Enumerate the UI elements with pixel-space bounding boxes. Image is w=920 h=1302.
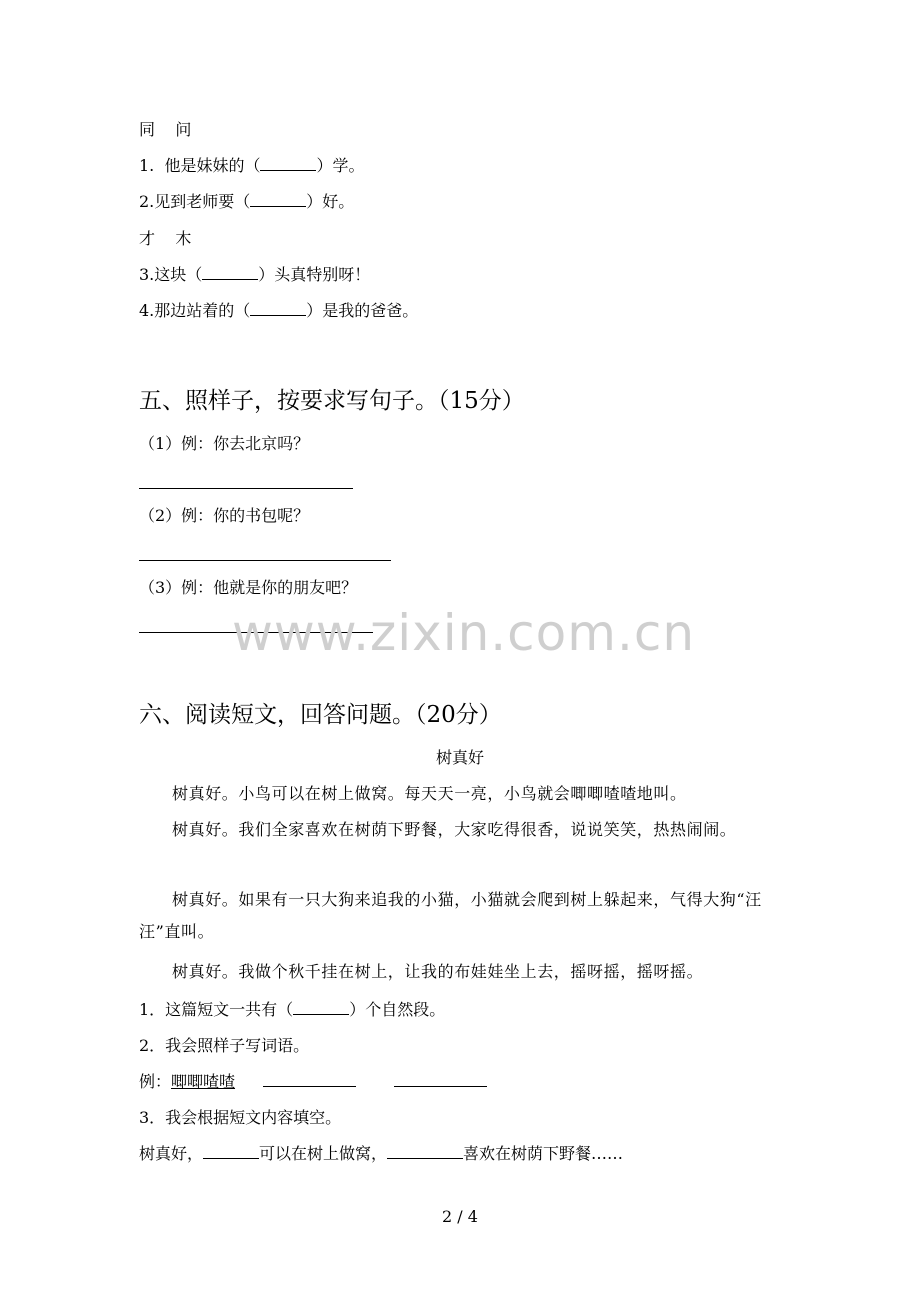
passage-paragraph: 树真好。我做个秋千挂在树上，让我的布娃娃坐上去，摇呀摇，摇呀摇。 bbox=[172, 962, 704, 981]
example-1: （1）例：你去北京吗？ bbox=[139, 434, 310, 453]
passage-paragraph: 树真好。我们全家喜欢在树荫下野餐，大家吃得很香，说说笑笑，热热闹闹。 bbox=[172, 820, 737, 839]
answer-line-1[interactable] bbox=[139, 488, 353, 489]
char-pair-2: 才 木 bbox=[139, 229, 192, 248]
section-5-heading: 五、照样子，按要求写句子。（15分） bbox=[139, 388, 525, 414]
word-example-line: 例：唧唧喳喳 bbox=[139, 1072, 487, 1092]
example-3: （3）例：他就是你的朋友吧？ bbox=[139, 578, 358, 597]
answer-blank[interactable] bbox=[203, 1144, 259, 1159]
question-3: 3.这块（ ）头真特别呀！ bbox=[139, 265, 371, 284]
passage-title: 树真好 bbox=[435, 748, 484, 767]
reading-question-2: 2．我会照样子写词语。 bbox=[139, 1036, 310, 1055]
answer-blank[interactable] bbox=[202, 265, 258, 280]
answer-blank[interactable] bbox=[293, 1000, 349, 1015]
section-6-heading: 六、阅读短文，回答问题。（20分） bbox=[139, 702, 502, 728]
passage-paragraph: 树真好。小鸟可以在树上做窝。每天天一亮，小鸟就会唧唧喳喳地叫。 bbox=[172, 784, 687, 803]
question-2: 2.见到老师要（ ）好。 bbox=[139, 192, 355, 211]
answer-blank[interactable] bbox=[260, 156, 316, 171]
answer-blank[interactable] bbox=[387, 1144, 463, 1159]
question-1: 1. 他是妹妹的（ ）学。 bbox=[139, 156, 365, 175]
answer-blank[interactable] bbox=[250, 301, 306, 316]
reading-question-1: 1．这篇短文一共有（ ）个自然段。 bbox=[139, 1000, 446, 1019]
answer-blank[interactable] bbox=[394, 1072, 487, 1087]
passage-paragraph: 树真好。如果有一只大狗来追我的小猫，小猫就会爬到树上躲起来，气得大狗“汪汪”直叫。 bbox=[139, 890, 762, 941]
char-pair-1: 同 问 bbox=[139, 120, 192, 139]
example-word: 唧唧喳喳 bbox=[171, 1072, 236, 1091]
answer-blank[interactable] bbox=[250, 192, 306, 207]
reading-question-3: 3．我会根据短文内容填空。 bbox=[139, 1108, 342, 1127]
fill-in-sentence: 树真好， 可以在树上做窝， 喜欢在树荫下野餐…… bbox=[139, 1144, 624, 1163]
page-number: 2 / 4 bbox=[442, 1207, 478, 1226]
watermark: www.zixin.com.cn bbox=[232, 604, 696, 662]
example-2: （2）例：你的书包呢？ bbox=[139, 506, 310, 525]
question-4: 4.那边站着的（ ）是我的爸爸。 bbox=[139, 301, 419, 320]
answer-line-2[interactable] bbox=[139, 560, 391, 561]
answer-blank[interactable] bbox=[263, 1072, 356, 1087]
